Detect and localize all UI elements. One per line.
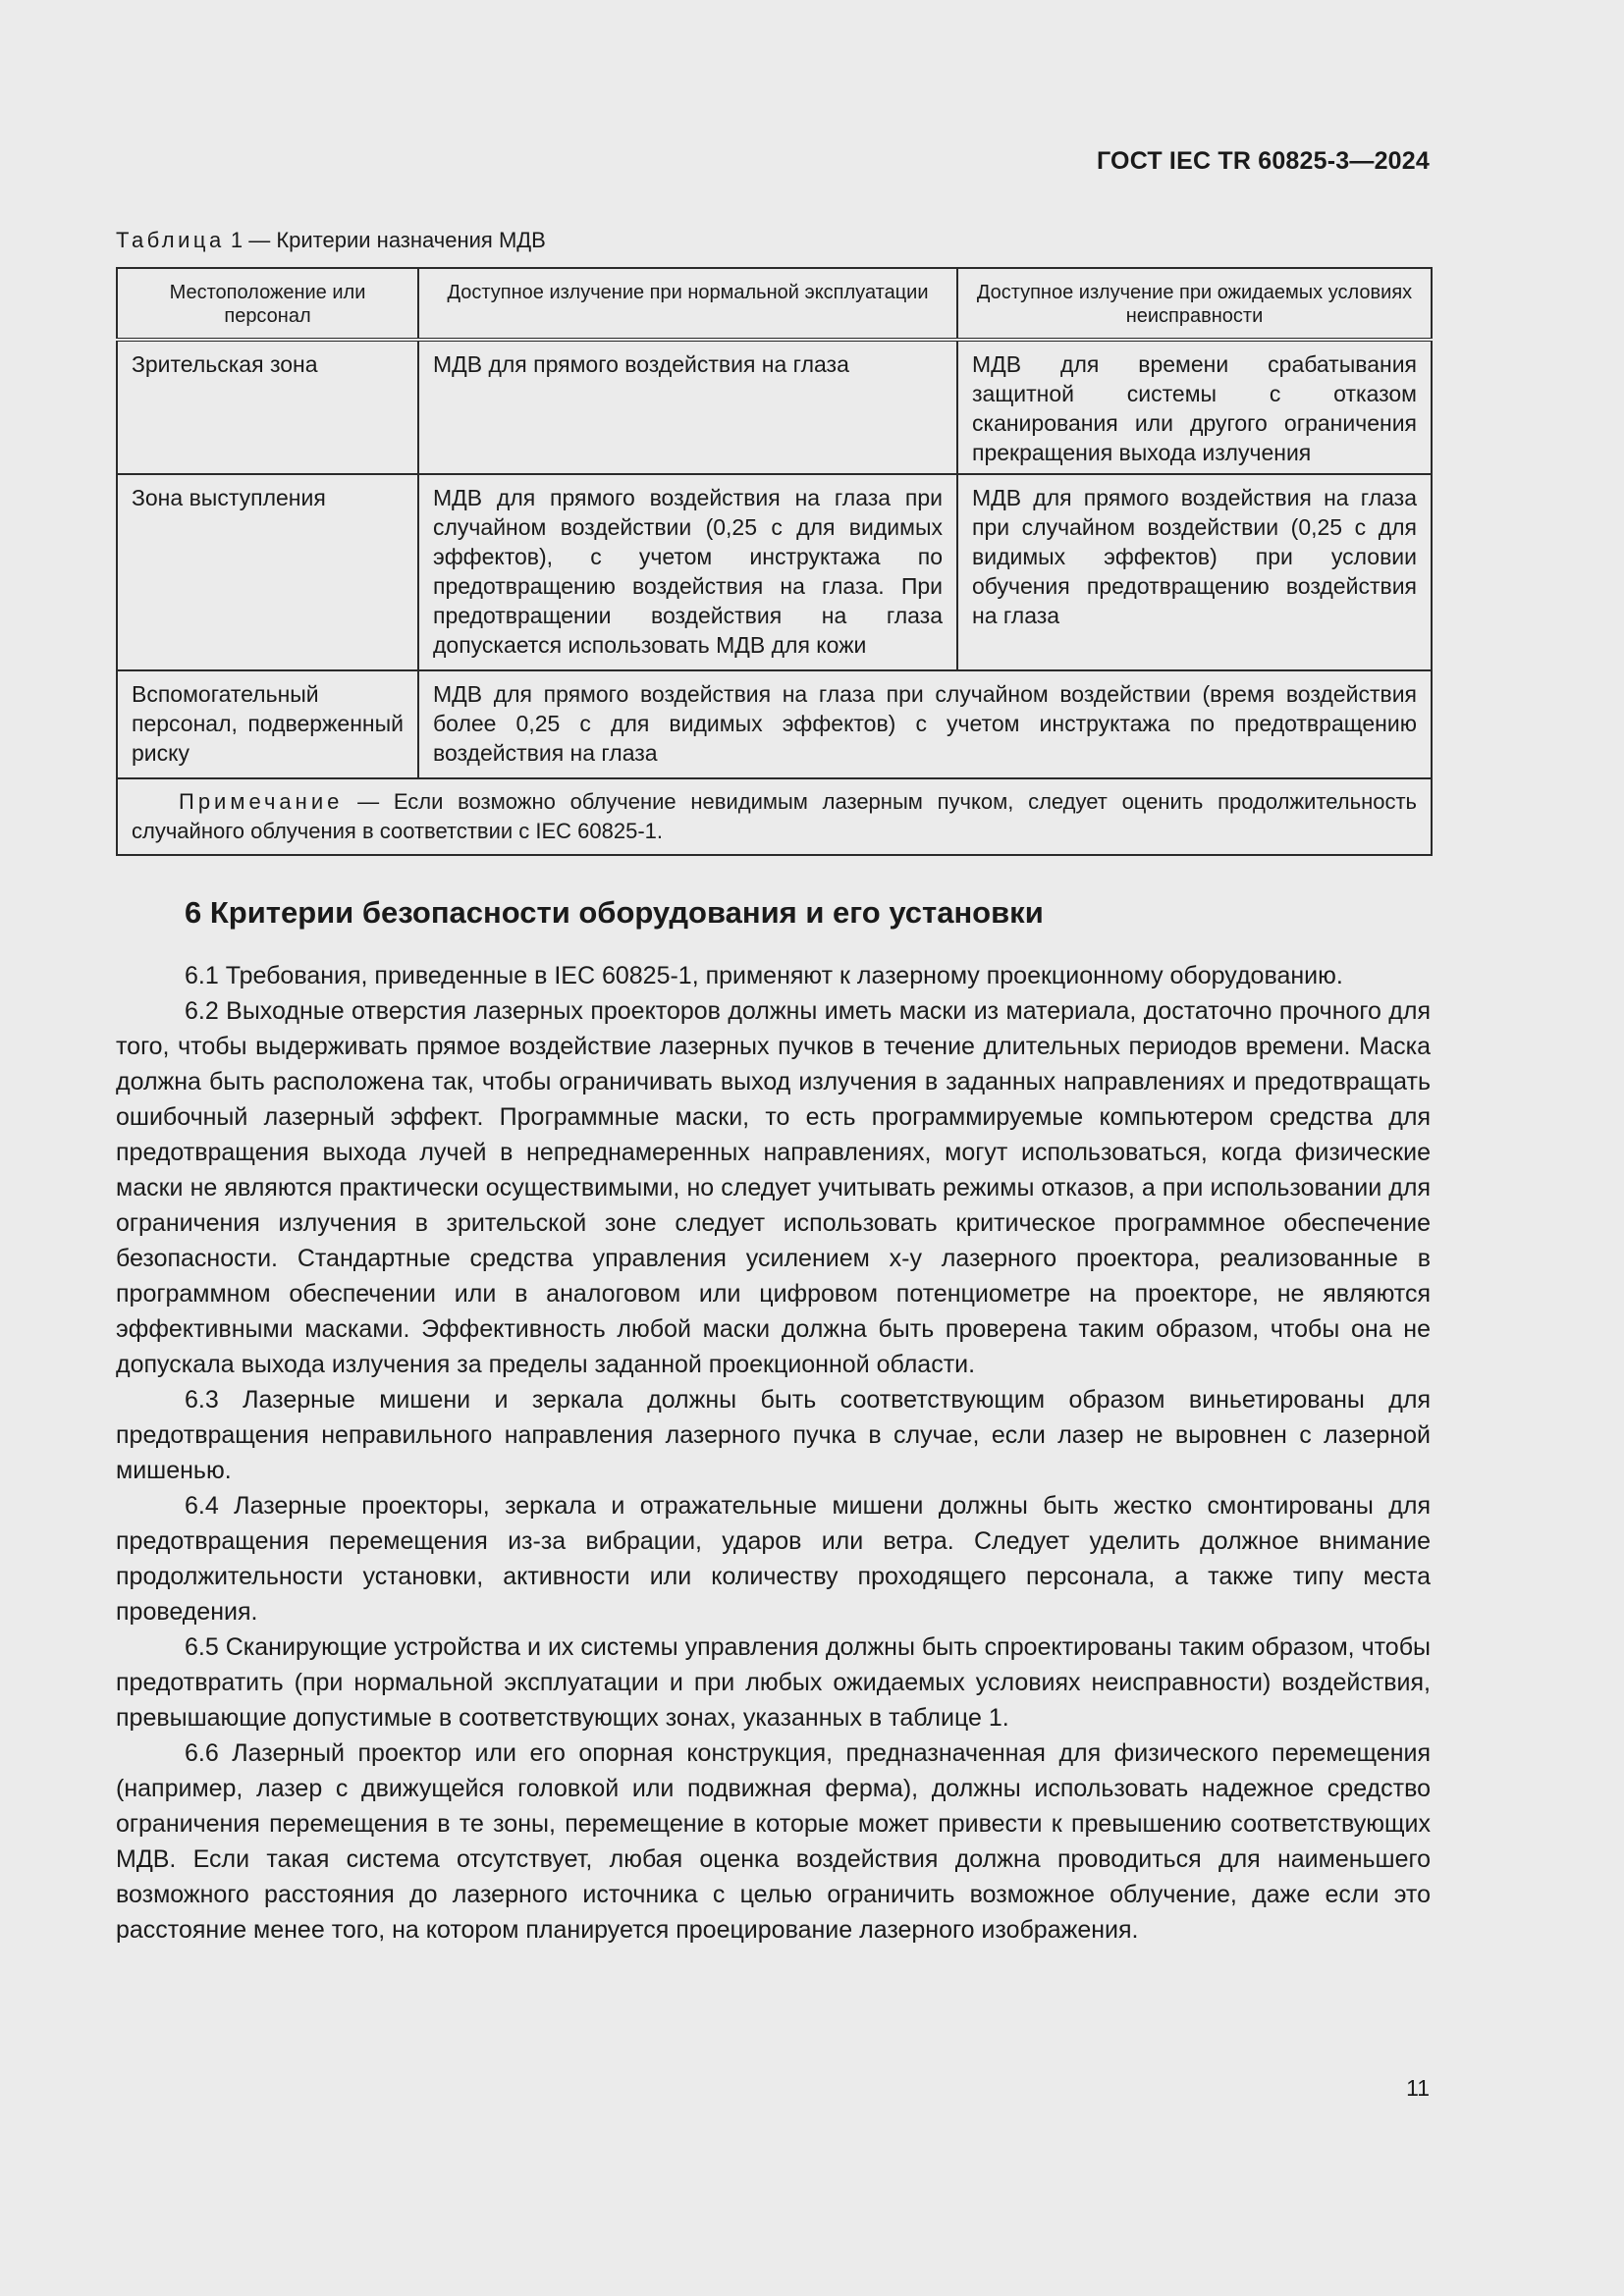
page-number: 11 xyxy=(1406,2075,1430,2101)
header-normal-operation: Доступное излучение при нормальной эксплуатации xyxy=(418,268,957,340)
table-caption xyxy=(116,228,546,253)
section-body xyxy=(116,958,1431,1948)
header-fault-conditions: Доступное излучение при ожидаемых условиях неисправности xyxy=(957,268,1432,340)
cell-location: Вспомогательный персонал, подверженный риску xyxy=(117,670,418,778)
table-caption-label: Таблица xyxy=(116,228,225,252)
note-label: Примечание xyxy=(179,789,344,814)
cell-location: Зрительская зона xyxy=(117,340,418,474)
criteria-table xyxy=(116,267,1433,856)
cell-normal: МДВ для прямого воздействия на глаза при случайном воздействии (0,25 с для видимых эффектов), с учетом инструктажа по предотвращению воздействия на глаза. При предотвращении воздействия на глаза допускается использовать МДВ для кожи xyxy=(418,474,957,670)
cell-normal: МДВ для прямого воздействия на глаза xyxy=(418,340,957,474)
table-caption-title: 1 — Критерии назначения МДВ xyxy=(224,228,546,252)
section-title: 6 Критерии безопасности оборудования и его установки xyxy=(185,895,1044,930)
table-note xyxy=(117,778,1432,855)
table-header-row xyxy=(117,268,1432,340)
table-note-row xyxy=(117,778,1432,855)
table-row xyxy=(117,670,1432,778)
cell-location: Зона выступления xyxy=(117,474,418,670)
note-text: — Если возможно облучение невидимым лазерным пучком, следует оценить продолжительность случайного облучения в соответствии с IEC 60825-1. xyxy=(132,789,1417,843)
paragraph-6-6: 6.6 Лазерный проектор или его опорная конструкция, предназначенная для физического перемещения (например, лазер с движущейся головкой или подвижная ферма), должны использовать надежное средство ограничения перемещения в те зоны, перемещение в которые может привести к превышению соответствующих МДВ. Если такая система отсутствует, любая оценка воздействия должна проводиться для наименьшего возможного расстояния до лазерного источника с целью ограничить возможное облучение, даже если это расстояние менее того, на котором планируется проецирование лазерного изображения. xyxy=(116,1739,1431,1944)
cell-fault: МДВ для прямого воздействия на глаза при случайном воздействии (0,25 с для видимых эффектов) при условии обучения предотвращению воздействия на глаза xyxy=(957,474,1432,670)
paragraph-6-2: 6.2 Выходные отверстия лазерных проекторов должны иметь маски из материала, достаточно прочного для того, чтобы выдерживать прямое воздействие лазерных пучков в течение длительных периодов времени. Маска должна быть расположена так, чтобы ограничивать выход излучения в заданных направлениях и предотвращать ошибочный лазерный эффект. Программные маски, то есть программируемые компьютером средства для предотвращения выхода лучей в непреднамеренных направлениях, могут использоваться, когда физические маски не являются практически осуществимыми, но следует учитывать режимы отказов, а при использовании для ограничения излучения в зрительской зоне следует использовать критическое программное обеспечение безопасности. Стандартные средства управления усилением x-y лазерного проектора, реализованные в программном обеспечении или в аналоговом или цифровом потенциометре на проекторе, не являются эффективными масками. Эффективность любой маски должна быть проверена таким образом, чтобы она не допускала выхода излучения за пределы заданной проекционной области. xyxy=(116,997,1431,1378)
table-row xyxy=(117,340,1432,474)
paragraph-6-3: 6.3 Лазерные мишени и зеркала должны быть соответствующим образом виньетированы для предотвращения неправильного направления лазерного пучка в случае, если лазер не выровнен с лазерной мишенью. xyxy=(116,1386,1431,1484)
table-row xyxy=(117,474,1432,670)
paragraph-6-1: 6.1 Требования, приведенные в IEC 60825-1, применяют к лазерному проекционному оборудованию. xyxy=(185,962,1343,989)
header-location: Местоположение или персонал xyxy=(117,268,418,340)
paragraph-6-4: 6.4 Лазерные проекторы, зеркала и отражательные мишени должны быть жестко смонтированы для предотвращения перемещения из-за вибрации, ударов или ветра. Следует уделить должное внимание продолжительности установки, активности или количеству проходящего персонала, а также типу места проведения. xyxy=(116,1492,1431,1626)
standard-designation: ГОСТ IEC TR 60825-3—2024 xyxy=(1097,147,1430,175)
cell-combined: МДВ для прямого воздействия на глаза при случайном воздействии (время воздействия более 0,25 с для видимых эффектов) с учетом инструктажа по предотвращению воздействия на глаза xyxy=(418,670,1432,778)
cell-fault: МДВ для времени срабатывания защитной системы с отказом сканирования или другого ограничения прекращения выхода излучения xyxy=(957,340,1432,474)
paragraph-6-5: 6.5 Сканирующие устройства и их системы управления должны быть спроектированы таким образом, чтобы предотвратить (при нормальной эксплуатации и при любых ожидаемых условиях неисправности) воздействия, превышающие допустимые в соответствующих зонах, указанных в таблице 1. xyxy=(116,1633,1431,1732)
